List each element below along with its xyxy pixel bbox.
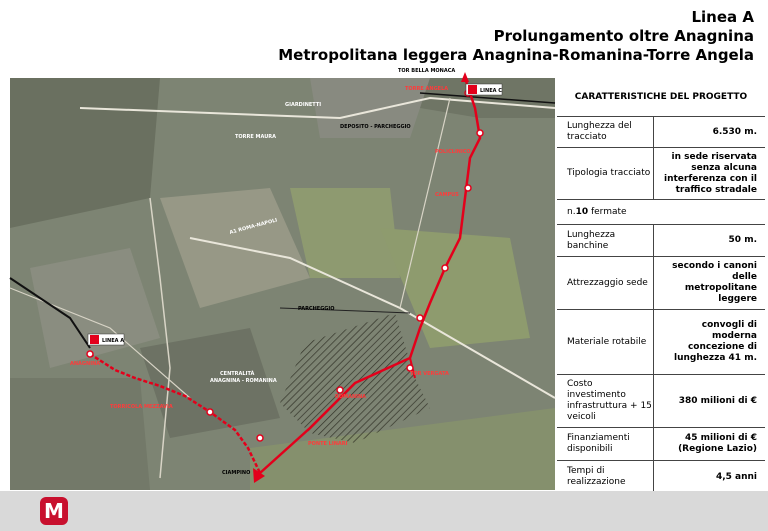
map-label-anagnina-romanina: ANAGNINA - ROMANINA (210, 378, 277, 384)
row-label: Costo investimento infrastruttura + 15 veicoli (567, 379, 652, 422)
row-value: 4,5 anni (653, 461, 765, 493)
map-label-centralita: CENTRALITÀ (220, 371, 255, 377)
panel-row (557, 374, 765, 427)
route-map (10, 68, 555, 490)
panel-row (557, 460, 765, 494)
map-label-campus: CAMPUS (435, 192, 459, 198)
map-label-romanina: ROMANINA (335, 394, 367, 400)
row-label: Attrezzaggio sede (567, 277, 648, 288)
row-value: convogli di moderna concezione di lunghezza 41 m. (653, 310, 765, 374)
map-label-torre-angela: TORRE ANGELA (405, 86, 449, 92)
map-label-parcheggio: PARCHEGGIO (298, 306, 335, 312)
row-label: Materiale rotabile (567, 336, 647, 347)
panel-row (557, 116, 765, 147)
map-label-anagnina: ANAGNINA (70, 361, 101, 367)
fermate-suffix: fermate (588, 206, 627, 217)
panel-row (557, 147, 765, 199)
map-label-policlinico: POLICLINICO (435, 149, 471, 155)
fermate-prefix: n. (567, 206, 576, 217)
title-line-a: Linea A (691, 8, 754, 26)
title-prolungamento: Prolungamento oltre Anagnina (493, 27, 754, 45)
title-block (278, 8, 754, 65)
map-label-giardinetti: GIARDINETTI (285, 102, 322, 108)
map-label-tor-bella-monaca: TOR BELLA MONACA (398, 68, 456, 74)
map-drawing (10, 78, 555, 490)
row-value: 380 milioni di € (653, 375, 765, 427)
panel-heading: CARATTERISTICHE DEL PROGETTO (574, 92, 748, 102)
row-label-fermate (557, 200, 627, 224)
map-label-torre-maura: TORRE MAURA (235, 134, 276, 140)
panel-row (557, 309, 765, 374)
map-label-torricola: TORRICOLA MEZZAVIA (110, 404, 173, 410)
map-label-tor-vergata: TOR VERGATA (410, 371, 449, 377)
row-value: 50 m. (653, 225, 765, 256)
row-value: 45 milioni di € (Regione Lazio) (653, 428, 765, 460)
line-c-label: LINEA C (480, 88, 502, 94)
row-label: Tipologia tracciato (567, 168, 651, 178)
map-label-ponte-linari: PONTE LINARI (308, 441, 348, 447)
row-value: secondo i canoni delle metropolitane leggere (653, 257, 765, 309)
row-value: 6.530 m. (653, 117, 765, 147)
panel-row (557, 256, 765, 309)
row-label: Lunghezza banchine (567, 229, 616, 251)
row-label: Tempi di realizzazione (567, 466, 626, 487)
metro-roma-logo-icon: M (40, 497, 68, 525)
panel-row (557, 427, 765, 460)
map-label-deposito: DEPOSITO - PARCHEGGIO (340, 124, 411, 130)
map-label-ciampino: CIAMPINO (222, 470, 251, 476)
row-value: in sede riservata senza alcuna interferenza con il traffico stradale (653, 148, 765, 199)
title-metropolitana: Metropolitana leggera Anagnina-Romanina-Torre Angela (278, 46, 754, 64)
line-a-label: LINEA A (102, 338, 125, 344)
footer-bar (0, 491, 768, 531)
panel-row (557, 224, 765, 256)
project-characteristics-panel (557, 78, 765, 490)
fermate-count: 10 (575, 206, 589, 217)
row-label: Lunghezza del tracciato (567, 121, 632, 142)
row-label: Finanziamenti disponibili (567, 433, 630, 454)
map-label-a1: A1 ROMA-NAPOLI (228, 217, 278, 236)
panel-row (557, 199, 765, 224)
